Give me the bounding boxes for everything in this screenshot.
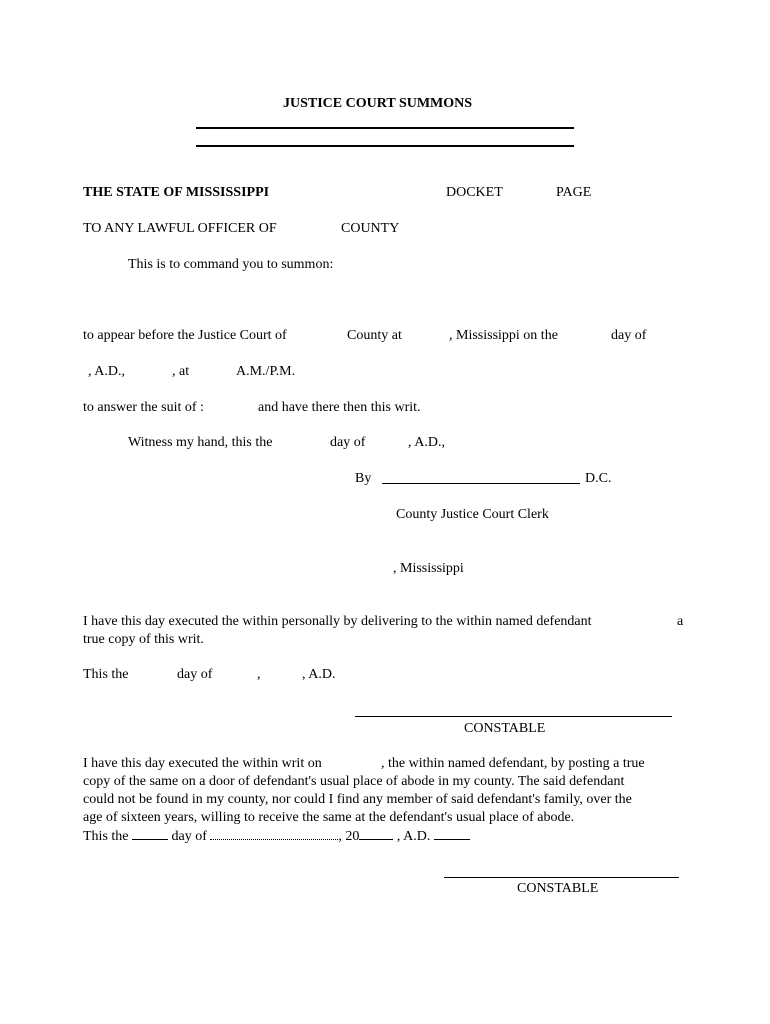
personal-service-line-1: I have this day executed the within personally by delivering to the within named defendant [83, 614, 592, 629]
posting-line-1b: , the within named defendant, by posting a true [381, 756, 645, 771]
title-rule-1 [196, 127, 574, 129]
clerk-title: County Justice Court Clerk [396, 507, 549, 522]
appear-text-2: County at [347, 328, 402, 343]
witness-text-2: day of [330, 435, 366, 450]
posting-line-2: copy of the same on a door of defendant's usual place of abode in my county. The said defendant [83, 774, 625, 789]
answer-text-2: and have there then this writ. [258, 400, 421, 415]
appear-text-4: day of [611, 328, 647, 343]
posting-ad: , A.D. [396, 829, 431, 844]
personal-service-a: a [677, 614, 684, 629]
witness-text-1: Witness my hand, this the [128, 435, 273, 450]
command-text: This is to command you to summon: [128, 257, 334, 272]
posting-line-3: could not be found in my county, nor could I find any member of said defendant's family, over the [83, 792, 632, 807]
posting-day-of: day of [171, 829, 207, 844]
posting-this-the: This the [83, 829, 129, 844]
posting-month-blank [210, 827, 338, 840]
officer-label: TO ANY LAWFUL OFFICER OF [83, 221, 277, 236]
page-label: PAGE [556, 185, 592, 200]
posting-year-blank [359, 827, 393, 840]
date-at: , at [172, 364, 190, 379]
clerk-location: , Mississippi [393, 561, 464, 576]
posting-date-line [83, 827, 470, 845]
witness-text-3: , A.D., [408, 435, 445, 450]
personal-comma: , [257, 667, 261, 682]
constable-label-2: CONSTABLE [517, 881, 599, 896]
posting-line-1a: I have this day executed the within writ on [83, 756, 322, 771]
personal-day-of: day of [177, 667, 213, 682]
personal-service-line-2: true copy of this writ. [83, 632, 204, 647]
personal-ad: , A.D. [302, 667, 336, 682]
answer-text-1: to answer the suit of : [83, 400, 204, 415]
date-ad: , A.D., [88, 364, 125, 379]
posting-day-blank [132, 827, 168, 840]
dc-label: D.C. [585, 471, 612, 486]
personal-this-the: This the [83, 667, 129, 682]
constable-signature-line-1 [355, 716, 672, 717]
title-rule-2 [196, 145, 574, 147]
posting-ad-blank [434, 827, 470, 840]
date-ampm: A.M./P.M. [236, 364, 296, 379]
state-heading: THE STATE OF MISSISSIPPI [83, 185, 270, 200]
posting-line-4: age of sixteen years, willing to receive the same at the defendant's usual place of abode. [83, 810, 575, 825]
docket-label: DOCKET [446, 185, 503, 200]
page-title: JUSTICE COURT SUMMONS [283, 96, 473, 111]
by-label: By [355, 471, 372, 486]
constable-label-1: CONSTABLE [464, 721, 546, 736]
appear-text-1: to appear before the Justice Court of [83, 328, 287, 343]
appear-text-3: , Mississippi on the [449, 328, 558, 343]
constable-signature-line-2 [444, 877, 679, 878]
clerk-signature-line [382, 483, 580, 484]
posting-twenty: , 20 [338, 829, 360, 844]
county-label: COUNTY [341, 221, 400, 236]
